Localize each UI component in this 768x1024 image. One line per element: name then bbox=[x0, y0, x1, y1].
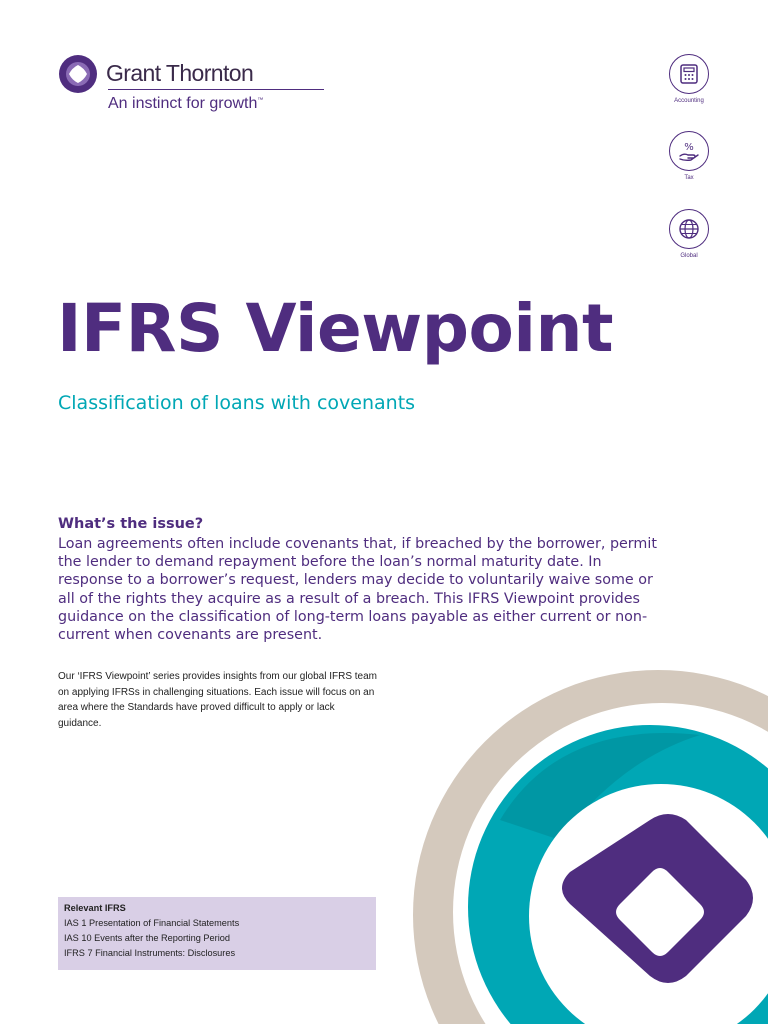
white-gap-ring bbox=[453, 703, 768, 1024]
white-center-diamond bbox=[616, 868, 704, 956]
document-title: IFRS Viewpoint bbox=[57, 290, 613, 367]
relevant-ifrs-item: IFRS 7 Financial Instruments: Disclosures bbox=[64, 948, 236, 958]
globe-icon bbox=[677, 217, 701, 241]
logo-wordmark: Grant Thornton bbox=[106, 60, 254, 86]
tax-label: Tax bbox=[684, 175, 694, 181]
grant-thornton-logo bbox=[58, 54, 298, 118]
logo-tagline bbox=[108, 95, 263, 113]
document-subtitle: Classification of loans with covenants bbox=[58, 392, 416, 414]
issue-body-text: Loan agreements often include covenants that, if breached by the borrower, permit the lender to demand repayment before the loan’s normal maturity date. In response to a borrower’s request, lenders may decide to voluntarily waive some or all of the rights they acquire as a result of a breach. This IFRS Viewpoint provides guidance on the classification of long-term loans payable as either current or non-current when covenants are present. bbox=[58, 536, 657, 644]
accounting-circle bbox=[669, 54, 709, 94]
logo-divider bbox=[108, 89, 324, 90]
teal-ring bbox=[468, 725, 768, 1024]
percent-hand-icon bbox=[677, 139, 701, 163]
tagline-text: An instinct for growth bbox=[108, 95, 258, 112]
trademark-mark: ™ bbox=[257, 97, 264, 104]
white-inner-disc bbox=[529, 784, 768, 1024]
beige-ring bbox=[413, 670, 768, 1024]
global-label: Global bbox=[680, 253, 698, 259]
global-badge bbox=[667, 209, 711, 259]
relevant-ifrs-box bbox=[58, 897, 376, 970]
issue-heading: What’s the issue? bbox=[58, 516, 204, 532]
global-circle bbox=[669, 209, 709, 249]
tax-badge bbox=[667, 131, 711, 181]
series-intro-text: Our ‘IFRS Viewpoint’ series provides insights from our global IFRS team on applying IFRSs in challenging situations. Each issue will focus on an area where the Standards have proved difficult to apply or lack guidance. bbox=[58, 671, 378, 729]
purple-rounded-square bbox=[562, 814, 753, 983]
accounting-badge bbox=[667, 54, 711, 104]
relevant-ifrs-item: IAS 1 Presentation of Financial Statements bbox=[64, 918, 240, 928]
svg-text:%: % bbox=[684, 142, 694, 153]
relevant-ifrs-item: IAS 10 Events after the Reporting Period bbox=[64, 933, 230, 943]
calculator-icon bbox=[678, 63, 700, 85]
tax-circle bbox=[669, 131, 709, 171]
relevant-ifrs-heading: Relevant IFRS bbox=[64, 903, 126, 913]
accounting-label: Accounting bbox=[674, 98, 704, 104]
logo-mark-icon bbox=[58, 54, 98, 94]
teal-ring-shadow bbox=[500, 733, 700, 840]
